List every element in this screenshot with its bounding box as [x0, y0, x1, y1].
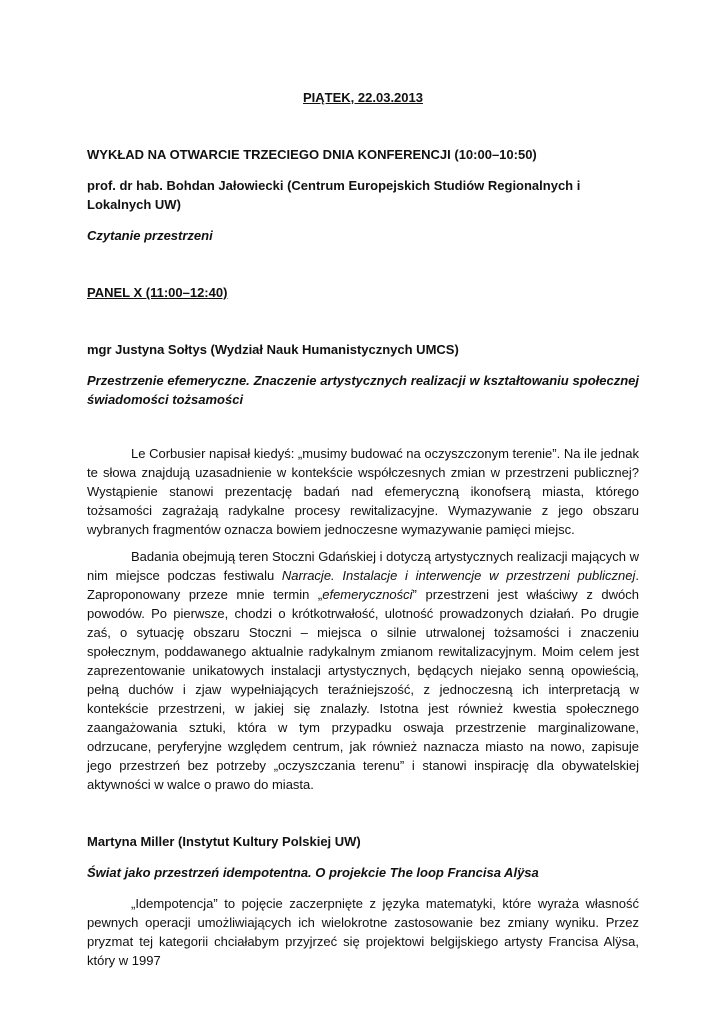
- talk1-paragraph-1: Le Corbusier napisał kiedyś: „musimy budować na oczyszczonym terenie”. Na ile jednak te słowa znajdują uzasadnienie w kontekście współczesnych zmian w przestrzeni publicznej? Wystąpienie stanowi prezentację badań nad efemeryczną ikonofserą miasta, którego tożsamości zagrażają radykalne procesy rewitalizacyjne. Wymazywanie z jego obszaru wybranych fragmentów oznacza bowiem jednoczesne wymazywanie pamięci miejsc.: [87, 446, 639, 537]
- talk1-p2-festival-name: Narracje. Instalacje i interwencje w przestrzeni publicznej: [281, 568, 636, 583]
- talk2-title: Świat jako przestrzeń idempotentna. O projekcie The loop Francisa Alÿsa: [87, 865, 539, 880]
- talk1-paragraph-2: [87, 547, 639, 794]
- talk1-p2-text-c: ” przestrzeni jest właściwy z dwóch powodów. Po pierwsze, chodzi o krótkotrwałość, ulotność prowadzonych działań. Po drugie zaś, o sytuację obszaru Stoczni – miejsca o silnie utrwalonej tożsamości i znaczeniu społecznym, poddawanego aktualnie radykalnym zmianom rewitalizacyjnym. Moim celem jest zaprezentowanie unikatowych instalacji artystycznych, będących niejako senną opowieścią, pełną duchów i zjaw wypełniających teraźniejszość, z jednoczesną ich interpretacją w kontekście przestrzeni, w jakiej się znalazły. Istotna jest również kwestia społecznego zaangażowania sztuki, która w tym przypadku oswaja przestrzenie marginalizowane, odrzucane, peryferyjne względem centrum, jak również naznacza miasto na nowo, zapisuje jego przestrzeń bez potrzeby „oczyszczania terenu” i stanowi inspirację dla obywatelskiej aktywności w walce o prawo do miasta.: [87, 587, 639, 792]
- opening-lecture-heading: WYKŁAD NA OTWARCIE TRZECIEGO DNIA KONFERENCJI (10:00–10:50): [87, 147, 537, 162]
- panel-heading: PANEL X (11:00–12:40): [87, 285, 228, 300]
- opening-lecture-title: Czytanie przestrzeni: [87, 228, 213, 243]
- talk1-p2-text-b: . Zaproponowany przeze mnie termin „: [87, 568, 639, 602]
- talk2-paragraph-1: „Idempotencja” to pojęcie zaczerpnięte z języka matematyki, które wyraża własność pewnych operacji umożliwiających ich wielokrotne zastosowanie bez zmiany wyniku. Przez pryzmat tej kategorii chciałabym przyjrzeć się projektowi belgijskiego artysty Francisa Alÿsa, który w 1997: [87, 896, 639, 968]
- talk1-title: Przestrzenie efemeryczne. Znaczenie artystycznych realizacji w kształtowaniu społecznej świadomości tożsamości: [87, 373, 639, 407]
- date-heading: PIĄTEK, 22.03.2013: [303, 90, 423, 105]
- talk1-p2-term: efemeryczności: [322, 587, 413, 602]
- opening-lecture-speaker: prof. dr hab. Bohdan Jałowiecki (Centrum Europejskich Studiów Regionalnych i Lokalnych UW): [87, 178, 581, 212]
- talk2-speaker: Martyna Miller (Instytut Kultury Polskiej UW): [87, 834, 361, 849]
- talk1-speaker: mgr Justyna Sołtys (Wydział Nauk Humanistycznych UMCS): [87, 342, 459, 357]
- document-body: [87, 86, 639, 970]
- talk1-p2-text-a: Badania obejmują teren Stoczni Gdańskiej i dotyczą artystycznych realizacji mających w nim miejsce podczas festiwalu: [87, 549, 639, 583]
